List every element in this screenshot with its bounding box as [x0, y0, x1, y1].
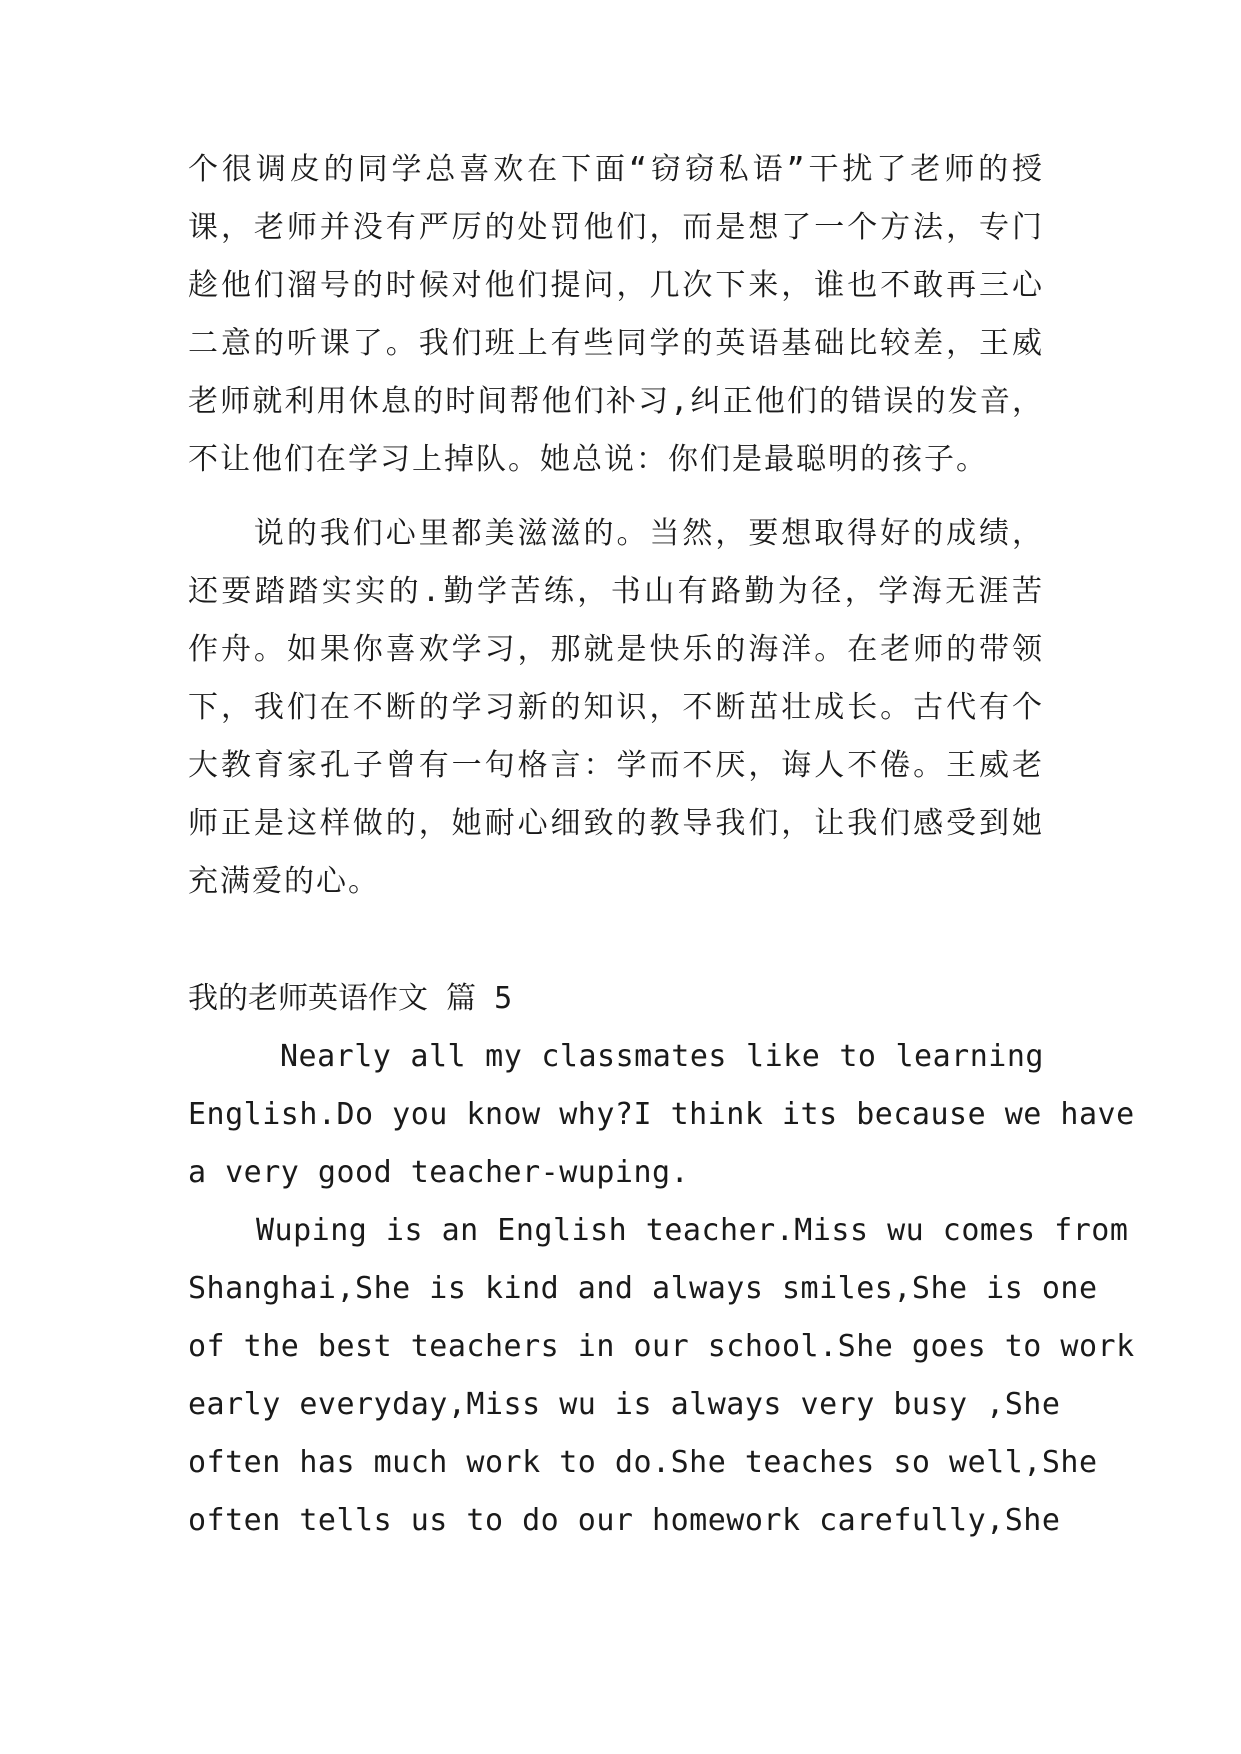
- body-text-line: Shanghai,She is kind and always smiles,She is one: [188, 1271, 1098, 1306]
- body-text-line: 师正是这样做的，她耐心细致的教导我们，让我们感受到她: [188, 806, 1044, 841]
- body-text-line: Wuping is an English teacher.Miss wu comes from: [256, 1213, 1129, 1248]
- body-text-line: a very good teacher-wuping.: [188, 1155, 690, 1190]
- body-text-line: 不让他们在学习上掉队。她总说：你们是最聪明的孩子。: [188, 442, 988, 477]
- body-text-line: 个很调皮的同学总喜欢在下面“窃窃私语”干扰了老师的授: [188, 152, 1044, 187]
- body-text-line: 大教育家孔子曾有一句格言：学而不厌，诲人不倦。王威老: [188, 748, 1044, 783]
- body-text-line: 课，老师并没有严厉的处罚他们，而是想了一个方法，专门: [188, 210, 1044, 245]
- body-text-line: 趁他们溜号的时候对他们提问，几次下来，谁也不敢再三心: [188, 268, 1044, 303]
- body-text-line: 二意的听课了。我们班上有些同学的英语基础比较差，王威: [188, 326, 1044, 361]
- body-text-line: often tells us to do our homework carefully,She: [188, 1503, 1061, 1538]
- body-text-line: 老师就利用休息的时间帮他们补习,纠正他们的错误的发音，: [188, 384, 1044, 419]
- body-text-line: 下，我们在不断的学习新的知识，不断茁壮成长。古代有个: [188, 690, 1044, 725]
- body-text-line: early everyday,Miss wu is always very busy ,She: [188, 1387, 1061, 1422]
- section-heading: 我的老师英语作文 篇 5: [188, 981, 513, 1016]
- body-text-line: Nearly all my classmates like to learning: [280, 1039, 1044, 1074]
- body-text-line: often has much work to do.She teaches so well,She: [188, 1445, 1098, 1480]
- body-text-line: English.Do you know why?I think its because we have: [188, 1097, 1135, 1132]
- body-text-line: 说的我们心里都美滋滋的。当然，要想取得好的成绩，: [188, 516, 1044, 551]
- body-text-line: 作舟。如果你喜欢学习，那就是快乐的海洋。在老师的带领: [188, 632, 1044, 667]
- body-text-line: of the best teachers in our school.She goes to work: [188, 1329, 1135, 1364]
- body-text-line: 充满爱的心。: [188, 864, 380, 899]
- body-text-line: 还要踏踏实实的.勤学苦练，书山有路勤为径，学海无涯苦: [188, 574, 1044, 609]
